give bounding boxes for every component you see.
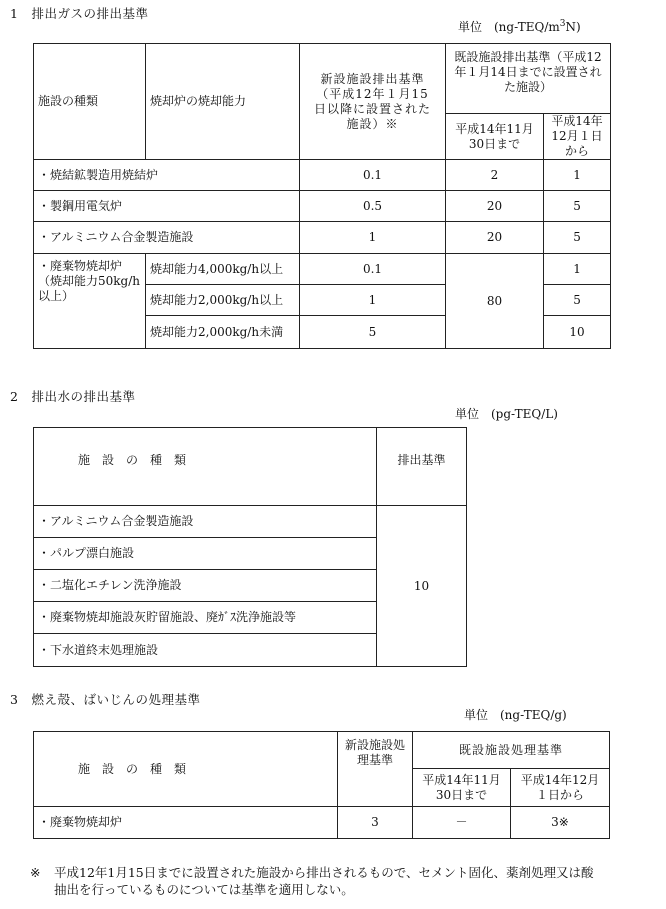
waste-until-value: 80 (446, 254, 544, 349)
emission-gas-table (33, 43, 611, 349)
header-new-standard: 新設施設排出基準（平成12年１月15日以降に設置された施設）※ (300, 44, 446, 160)
table-row: ・製鋼用電気炉 0.5 20 5 (34, 191, 611, 222)
section1-title: 1 排出ガスの排出基準 (10, 6, 149, 21)
header-until-date: 平成14年11月30日まで (446, 114, 544, 160)
section3-unit: 単位 (ng-TEQ/g) (464, 708, 567, 722)
table-row: ・廃棄物焼却炉 3 － 3※ (34, 807, 610, 839)
section1-unit: 単位 $(ng-TEQ/m^3N)$ (458, 19, 581, 34)
table-row: ・パルプ漂白施設 (34, 538, 467, 570)
table-row: 焼却能力2,000kg/h未満 5 10 (34, 316, 611, 349)
table-row: ・下水道終末処理施設 (34, 634, 467, 667)
header-facility-type: 施 設 の 種 類 (34, 428, 377, 506)
header-facility-type: 施設の種類 (34, 44, 146, 160)
table-row: ・焼結鉱製造用焼結炉 0.1 2 1 (34, 160, 611, 191)
header-existing-standard: 既設施設排出基準（平成12年１月14日までに設置された施設） (446, 44, 611, 114)
table-row: ・廃棄物焼却炉（焼却能力50kg/h以上） 焼却能力4,000kg/h以上 0.1 80 1 (34, 254, 611, 285)
discharge-value: 10 (377, 506, 467, 667)
footnote-mark: ※ (30, 865, 41, 880)
footnote-line2: 抽出を行っているものについては基準を適用しない。 (54, 882, 354, 897)
table-row: ・アルミニウム合金製造施設 1 20 5 (34, 222, 611, 254)
section3-title: 3 燃え殻、ばいじんの処理基準 (10, 692, 201, 707)
table-row: 焼却能力2,000kg/h以上 1 5 (34, 285, 611, 316)
ash-table (33, 731, 610, 839)
header-facility-type: 施 設 の 種 類 (34, 732, 338, 807)
header-new-standard: 新設施設処理基準 (338, 732, 413, 807)
header-existing-standard: 既設施設処理基準 (413, 732, 610, 769)
table-row: ・二塩化エチレン洗浄施設 (34, 570, 467, 602)
effluent-table (33, 427, 467, 667)
table-row: ・廃棄物焼却施設灰貯留施設、廃ｶﾞｽ洗浄施設等 (34, 602, 467, 634)
header-from-date: 平成14年12月１日から (511, 769, 610, 807)
header-from-date: 平成14年12月１日から (544, 114, 611, 160)
header-capacity: 焼却炉の焼却能力 (146, 44, 300, 160)
header-discharge-standard: 排出基準 (377, 428, 467, 506)
table-row: ・アルミニウム合金製造施設 10 (34, 506, 467, 538)
header-until-date: 平成14年11月30日まで (413, 769, 511, 807)
waste-incinerator-label: ・廃棄物焼却炉（焼却能力50kg/h以上） (34, 254, 146, 349)
section2-title: 2 排出水の排出基準 (10, 389, 136, 404)
section2-unit: 単位 (pg-TEQ/L) (455, 407, 558, 421)
footnote-line1: 平成12年1月15日までに設置された施設から排出されるもので、セメント固化、薬剤処理又は酸 (54, 865, 594, 880)
